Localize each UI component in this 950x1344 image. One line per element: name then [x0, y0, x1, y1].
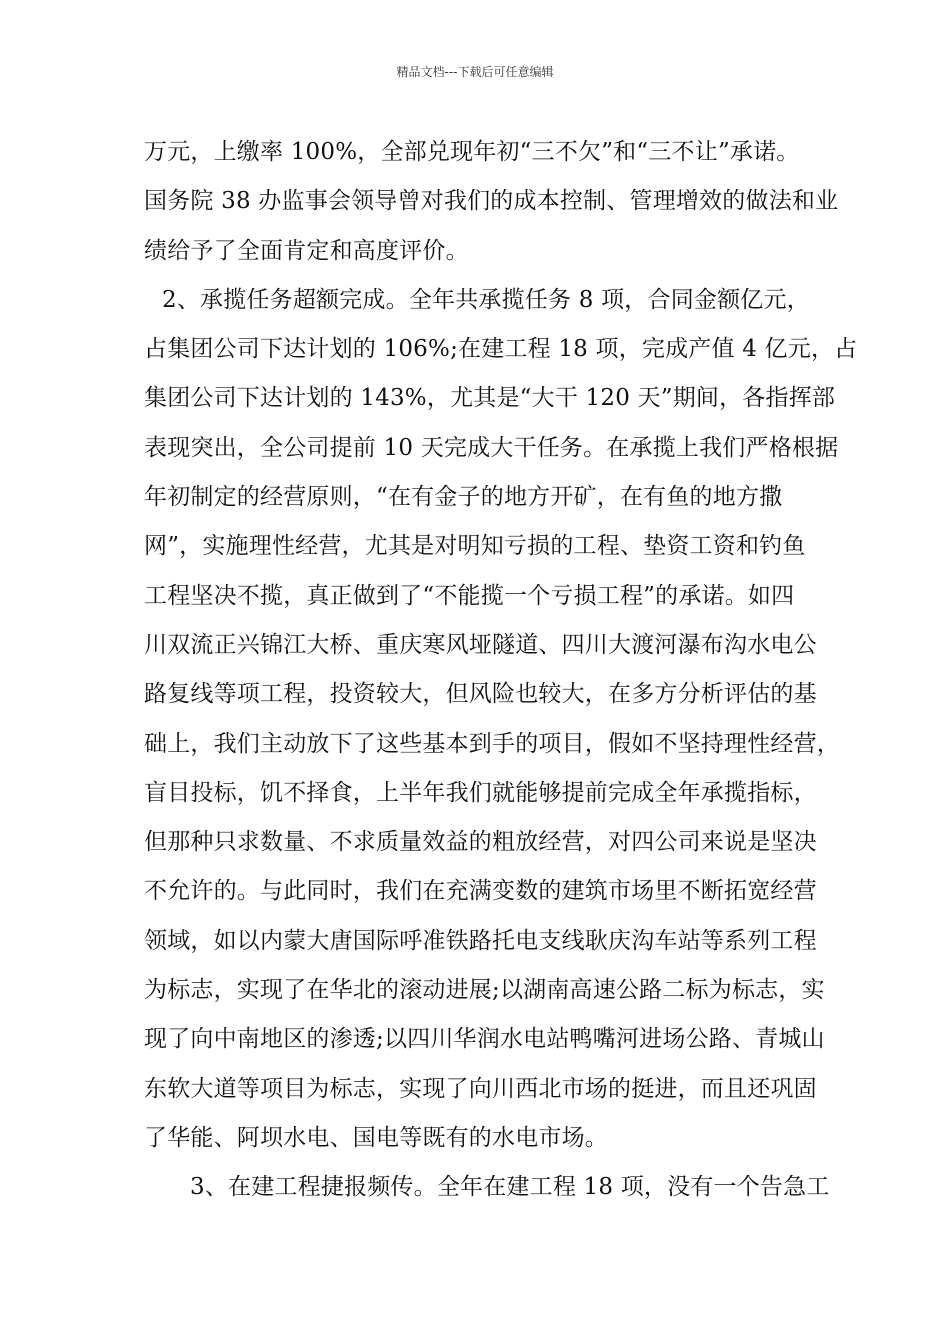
text-line: 川双流正兴锦江大桥、重庆寒风垭隧道、四川大渡河瀑布沟水电公 — [144, 631, 817, 658]
text-line: 占集团公司下达计划的 106%;在建工程 18 项，完成产值 4 亿元，占 — [144, 336, 858, 363]
paragraph-start-line: 3、在建工程捷报频传。全年在建工程 18 项，没有一个告急工 — [190, 1174, 830, 1201]
text-line: 工程坚决不揽，真正做到了“不能揽一个亏损工程”的承诺。如四 — [144, 582, 795, 609]
text-line: 国务院 38 办监事会领导曾对我们的成本控制、管理增效的做法和业 — [144, 188, 839, 215]
text-line: 东软大道等项目为标志，实现了向川西北市场的挺进，而且还巩固 — [144, 1075, 817, 1102]
text-line: 但那种只求数量、不求质量效益的粗放经营，对四公司来说是坚决 — [144, 829, 817, 856]
page-header: 精品文档---下载后可任意编辑 — [396, 65, 554, 79]
text-line: 表现突出，全公司提前 10 天完成大干任务。在承揽上我们严格根据 — [144, 434, 839, 461]
text-line: 为标志，实现了在华北的滚动进展;以湖南高速公路二标为标志，实 — [144, 977, 825, 1004]
text-line: 万元，上缴率 100%，全部兑现年初“三不欠”和“三不让”承诺。 — [144, 139, 800, 165]
text-line: 集团公司下达计划的 143%，尤其是“大干 120 天”期间，各指挥部 — [144, 385, 836, 412]
text-line: 路复线等项工程，投资较大，但风险也较大，在多方分析评估的基 — [144, 681, 817, 708]
text-line: 了华能、阿坝水电、国电等既有的水电市场。 — [144, 1124, 608, 1151]
text-line: 网”，实施理性经营，尤其是对明知亏损的工程、垫资工资和钓鱼 — [144, 533, 806, 560]
text-line: 础上，我们主动放下了这些基本到手的项目，假如不坚持理性经营， — [144, 730, 840, 757]
text-line: 不允许的。与此同时，我们在充满变数的建筑市场里不断拓宽经营 — [144, 878, 817, 905]
text-line: 年初制定的经营原则，“在有金子的地方开矿，在有鱼的地方撒 — [144, 484, 783, 511]
document-body — [144, 128, 858, 1213]
paragraph-start-line: 2、承揽任务超额完成。全年共承揽任务 8 项，合同金额亿元， — [162, 286, 810, 313]
text-line: 领域，如以内蒙大唐国际呼准铁路托电支线耿庆沟车站等系列工程 — [144, 927, 817, 954]
text-line: 现了向中南地区的渗透;以四川华润水电站鸭嘴河进场公路、青城山 — [144, 1026, 825, 1053]
text-line: 绩给予了全面肯定和高度评价。 — [144, 237, 469, 264]
text-line: 盲目投标，饥不择食，上半年我们就能够提前完成全年承揽指标， — [144, 779, 817, 806]
